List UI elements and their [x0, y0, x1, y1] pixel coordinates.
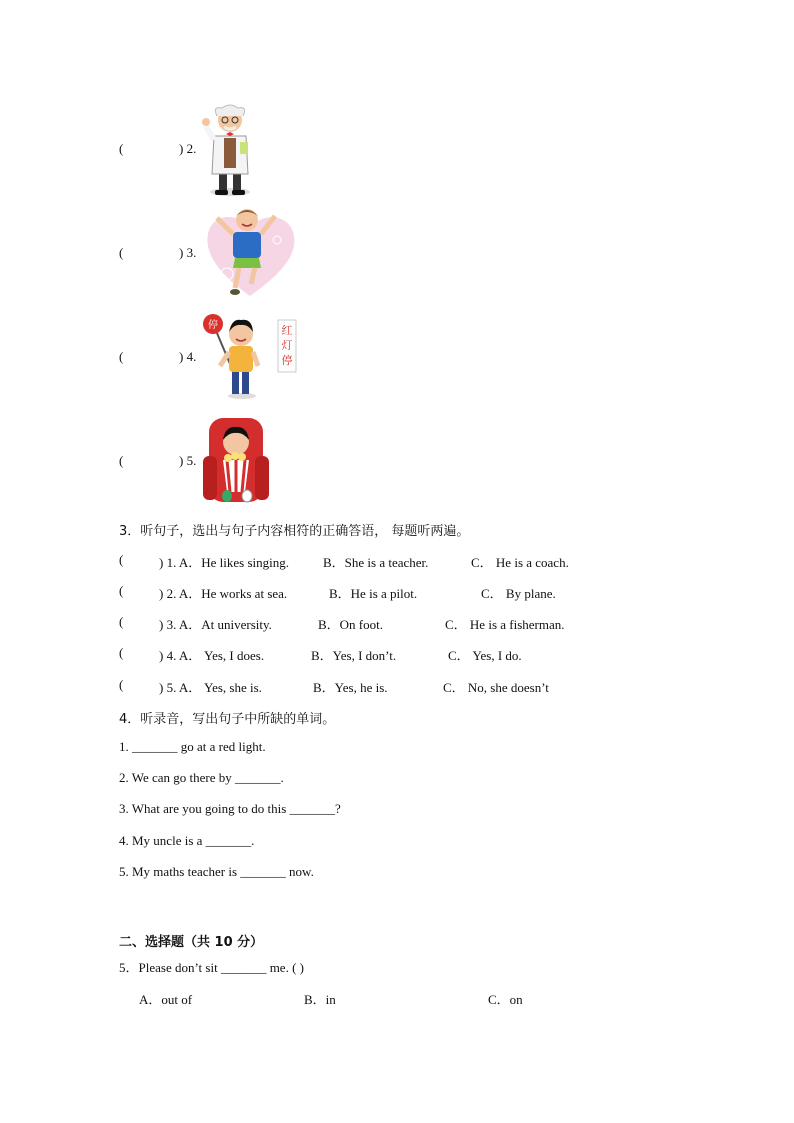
question-option-a: ) 5. A． Yes, she is. — [159, 680, 262, 695]
answer-paren-open: ( — [119, 614, 124, 629]
answer-paren-open: ( — [119, 677, 124, 692]
fill-blank-item: 3. What are you going to do this _______? — [119, 801, 341, 816]
choice-option-b: B．in — [304, 992, 336, 1007]
section-4-title: 4．听录音，写出句子中所缺的单词。 — [119, 712, 336, 727]
jumping-boy-picture — [203, 204, 297, 300]
question-option-b: B．Yes, he is. — [313, 680, 388, 695]
question-option-b: B．He is a pilot. — [329, 586, 418, 601]
fill-blank-item: 4. My uncle is a _______. — [119, 833, 255, 848]
sign-char-2: 灯 — [281, 339, 293, 352]
part-2-title: 二、选择题（共 10 分） — [119, 935, 264, 950]
old-scientist-picture — [202, 100, 258, 198]
boy-with-stop-sign-picture — [202, 312, 300, 402]
question-option-c: C． He is a fisherman. — [445, 617, 565, 632]
stop-disc-text: 停 — [208, 320, 218, 331]
question-option-b: B．She is a teacher. — [323, 555, 429, 570]
question-option-c: C． No, she doesn’t — [443, 680, 549, 695]
sign-char-1: 红 — [281, 324, 293, 337]
answer-paren-open: ( — [119, 645, 124, 660]
question-option-a: ) 4. A． Yes, I does. — [159, 648, 265, 663]
question-option-a: ) 3. A．At university. — [159, 617, 272, 632]
answer-paren-open: ( — [119, 453, 124, 468]
item-number: ) 3. — [179, 245, 197, 260]
question-option-c: C． Yes, I do. — [448, 648, 522, 663]
item-number: ) 5. — [179, 453, 197, 468]
question-option-c: C． By plane. — [481, 586, 556, 601]
sign-char-3: 停 — [281, 354, 293, 367]
choice-question: 5．Please don’t sit _______ me. ( ) — [119, 960, 304, 975]
choice-option-a: A．out of — [139, 992, 193, 1007]
fill-blank-item: 1. _______ go at a red light. — [119, 739, 266, 754]
section-3-title: 3．听句子，选出与句子内容相符的正确答语， 每题听两遍。 — [119, 524, 470, 539]
fill-blank-item: 5. My maths teacher is _______ now. — [119, 864, 314, 879]
boy-eating-popcorn-picture — [203, 412, 269, 508]
answer-paren-open: ( — [119, 245, 124, 260]
answer-paren-open: ( — [119, 141, 124, 156]
question-option-b: B．On foot. — [318, 617, 384, 632]
question-option-a: ) 2. A．He works at sea. — [159, 586, 288, 601]
choice-option-c: C．on — [488, 992, 523, 1007]
item-number: ) 4. — [179, 349, 197, 364]
answer-paren-open: ( — [119, 349, 124, 364]
answer-paren-open: ( — [119, 552, 124, 567]
question-option-a: ) 1. A．He likes singing. — [159, 555, 289, 570]
answer-paren-open: ( — [119, 583, 124, 598]
question-option-b: B．Yes, I don’t. — [311, 648, 397, 663]
item-number: ) 2. — [179, 141, 197, 156]
fill-blank-item: 2. We can go there by _______. — [119, 770, 284, 785]
question-option-c: C． He is a coach. — [471, 555, 569, 570]
